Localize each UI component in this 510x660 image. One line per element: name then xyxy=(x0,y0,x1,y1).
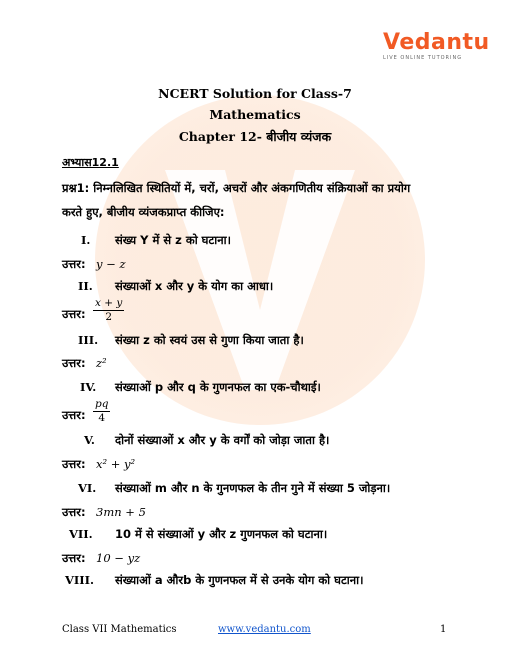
item-number: VII. xyxy=(69,527,93,541)
item-text: संख्या z को स्वयं उस से गुणा किया जाता है। xyxy=(115,333,304,347)
answer-value: y − z xyxy=(96,257,126,271)
question-line-2: करते हुए, बीजीय व्यंजकप्राप्त कीजिए: xyxy=(62,205,225,219)
footer-left: Class VII Mathematics xyxy=(62,624,177,635)
answer-value: z² xyxy=(96,356,107,370)
answer-label: उत्तर: xyxy=(62,505,86,519)
answer-label: उत्तर: xyxy=(62,257,86,271)
item-number: I. xyxy=(81,233,91,247)
answer-fraction xyxy=(93,398,110,425)
exercise-heading: अभ्यास12.1 xyxy=(62,156,119,169)
answer-label: उत्तर: xyxy=(62,356,86,370)
page-number: 1 xyxy=(440,624,447,635)
item-number: VIII. xyxy=(65,573,95,587)
fraction-numerator: x + y xyxy=(95,297,123,309)
answer-label: उत्तर: xyxy=(62,551,86,565)
item-number: IV. xyxy=(80,380,97,394)
answer-value: 3mn + 5 xyxy=(96,505,146,519)
fraction-numerator: pq xyxy=(95,398,109,410)
fraction-denominator: 4 xyxy=(98,412,106,424)
answer-label: उत्तर: xyxy=(62,307,86,321)
item-text: 10 में से संख्याओं y और z गुणनफल को घटाना। xyxy=(115,527,328,541)
item-text: संख्य Y में से z को घटाना। xyxy=(115,233,231,247)
item-text: संख्याओं m और n के गुनणफल के तीन गुने में संख्या 5 जोड़ना। xyxy=(115,481,391,495)
answer-label: उत्तर: xyxy=(62,457,86,471)
vedantu-logo: Vedantu xyxy=(383,30,490,55)
doc-title: NCERT Solution for Class-7 xyxy=(158,86,352,101)
item-number: II. xyxy=(78,279,93,293)
answer-value: x² + y² xyxy=(96,457,136,471)
footer-website-link[interactable]: www.vedantu.com xyxy=(218,624,311,635)
item-number: V. xyxy=(84,433,95,447)
logo-tagline: LIVE ONLINE TUTORING xyxy=(383,55,463,61)
chapter-title: Chapter 12- बीजीय व्यंजक xyxy=(178,129,332,144)
question-line-1: प्रश्न1: निम्नलिखित स्थितियों में, चरों, अचरों और अंकगणितीय संक्रियाओं का प्रयोग xyxy=(62,181,411,195)
item-text: दोनों संख्याओं x और y के वर्गों को जोड़ा जाता है। xyxy=(115,433,330,447)
item-text: संख्याओं a औरb के गुणनफल में से उनके योग को घटाना। xyxy=(115,573,364,587)
fraction-denominator: 2 xyxy=(105,311,112,323)
item-text: संख्याओं p और q के गुणनफल का एक-चौथाई। xyxy=(115,380,321,394)
item-text: संख्याओं x और y के योग का आधा। xyxy=(115,279,274,293)
item-number: III. xyxy=(78,333,99,347)
answer-value: 10 − yz xyxy=(96,551,141,565)
answer-fraction xyxy=(93,297,124,324)
subject-title: Mathematics xyxy=(209,107,301,122)
answer-label: उत्तर: xyxy=(62,408,86,422)
item-number: VI. xyxy=(78,481,97,495)
